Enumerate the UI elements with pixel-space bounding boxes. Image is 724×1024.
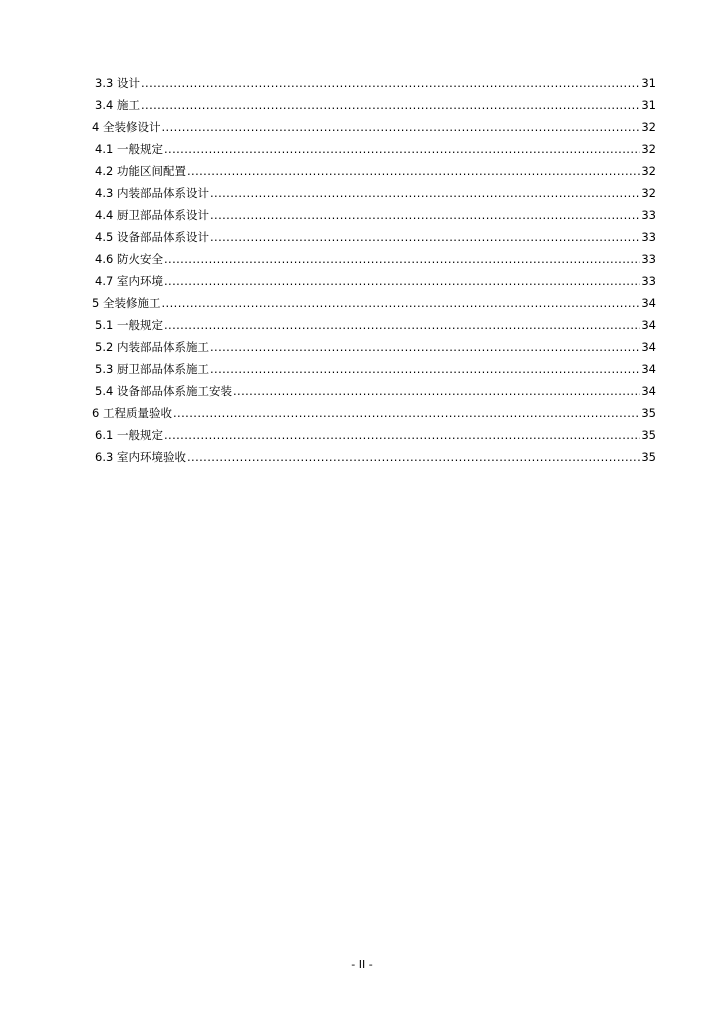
toc-dot-leader: [210, 226, 640, 248]
toc-entry[interactable]: [92, 424, 656, 446]
toc-entry-page-number: 32: [641, 164, 656, 178]
toc-dot-leader: [141, 72, 640, 94]
table-of-contents: [92, 72, 656, 468]
toc-entry[interactable]: [92, 270, 656, 292]
toc-entry-label: 5.1 一般规定: [95, 318, 163, 332]
toc-entry[interactable]: [92, 402, 656, 424]
toc-entry[interactable]: [92, 116, 656, 138]
toc-entry[interactable]: [92, 314, 656, 336]
toc-entry-page-number: 32: [641, 186, 656, 200]
toc-dot-leader: [161, 116, 640, 138]
toc-entry[interactable]: [92, 336, 656, 358]
toc-entry-page-number: 34: [641, 362, 656, 376]
page-number: - II -: [351, 958, 373, 971]
toc-entry[interactable]: [92, 204, 656, 226]
toc-entry-page-number: 32: [641, 120, 656, 134]
toc-entry-page-number: 32: [641, 142, 656, 156]
toc-entry[interactable]: [92, 160, 656, 182]
toc-dot-leader: [210, 336, 640, 358]
toc-entry-page-number: 35: [641, 450, 656, 464]
toc-entry-page-number: 33: [641, 230, 656, 244]
toc-dot-leader: [210, 182, 640, 204]
toc-entry-label: 5.4 设备部品体系施工安装: [95, 384, 232, 398]
toc-entry-page-number: 35: [641, 406, 656, 420]
toc-entry-page-number: 33: [641, 208, 656, 222]
toc-entry-page-number: 34: [641, 318, 656, 332]
toc-entry-label: 4.1 一般规定: [95, 142, 163, 156]
toc-entry-label: 4.2 功能区间配置: [95, 164, 186, 178]
toc-entry-label: 4.5 设备部品体系设计: [95, 230, 209, 244]
toc-dot-leader: [164, 314, 640, 336]
toc-entry-page-number: 33: [641, 252, 656, 266]
toc-entry[interactable]: [92, 226, 656, 248]
toc-dot-leader: [141, 94, 640, 116]
toc-entry[interactable]: [92, 446, 656, 468]
toc-dot-leader: [210, 204, 640, 226]
toc-dot-leader: [233, 380, 640, 402]
toc-entry-label: 5.2 内装部品体系施工: [95, 340, 209, 354]
toc-entry[interactable]: [92, 72, 656, 94]
toc-entry[interactable]: [92, 138, 656, 160]
toc-entry-page-number: 35: [641, 428, 656, 442]
toc-entry-label: 4.4 厨卫部品体系设计: [95, 208, 209, 222]
toc-dot-leader: [173, 402, 640, 424]
toc-entry-page-number: 31: [641, 76, 656, 90]
toc-dot-leader: [187, 160, 640, 182]
toc-entry-page-number: 34: [641, 340, 656, 354]
toc-entry-page-number: 34: [641, 296, 656, 310]
toc-entry-label: 4.6 防火安全: [95, 252, 163, 266]
toc-entry-page-number: 33: [641, 274, 656, 288]
toc-dot-leader: [164, 138, 640, 160]
toc-entry-label: 3.3 设计: [95, 76, 140, 90]
toc-dot-leader: [187, 446, 640, 468]
toc-dot-leader: [164, 248, 640, 270]
toc-entry-page-number: 34: [641, 384, 656, 398]
toc-entry[interactable]: [92, 292, 656, 314]
toc-entry-label: 6.3 室内环境验收: [95, 450, 186, 464]
toc-entry[interactable]: [92, 248, 656, 270]
toc-entry[interactable]: [92, 358, 656, 380]
toc-entry-label: 3.4 施工: [95, 98, 140, 112]
toc-entry-page-number: 31: [641, 98, 656, 112]
toc-entry-label: 5 全装修施工: [92, 296, 161, 310]
toc-entry-label: 6.1 一般规定: [95, 428, 163, 442]
toc-entry-label: 4.3 内装部品体系设计: [95, 186, 209, 200]
toc-entry-label: 5.3 厨卫部品体系施工: [95, 362, 209, 376]
toc-entry[interactable]: [92, 182, 656, 204]
toc-dot-leader: [164, 270, 640, 292]
toc-entry-label: 4.7 室内环境: [95, 274, 163, 288]
toc-dot-leader: [164, 424, 640, 446]
toc-entry-label: 4 全装修设计: [92, 120, 161, 134]
toc-dot-leader: [161, 292, 640, 314]
toc-dot-leader: [210, 358, 640, 380]
toc-entry-label: 6 工程质量验收: [92, 406, 172, 420]
page-footer: [0, 958, 724, 971]
toc-entry[interactable]: [92, 380, 656, 402]
toc-entry[interactable]: [92, 94, 656, 116]
